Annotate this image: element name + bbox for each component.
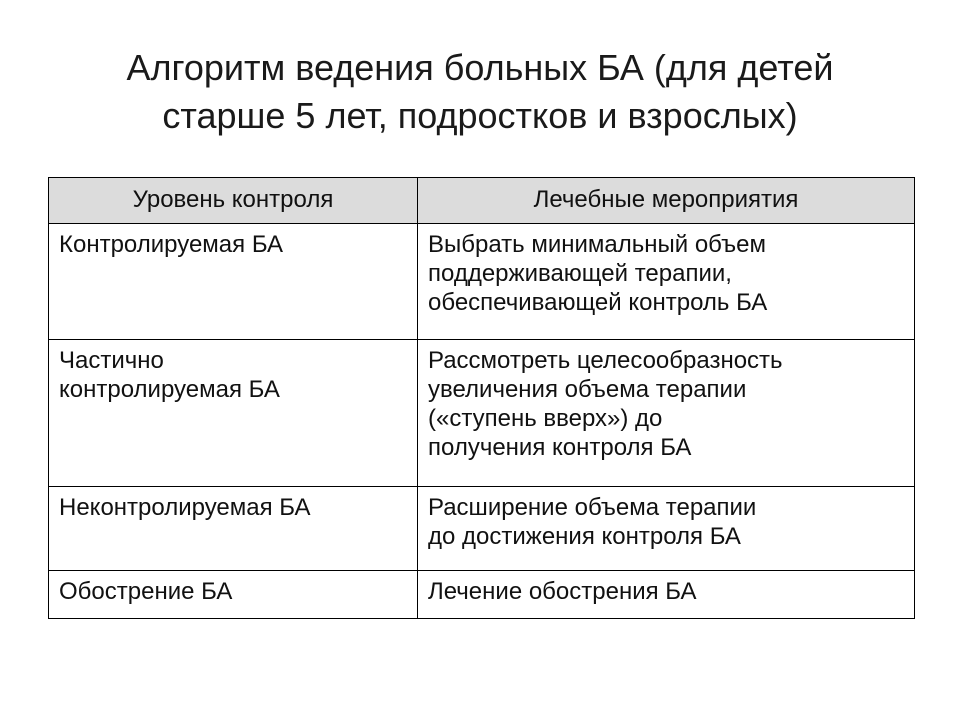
cell-control-level [49,487,418,571]
page-title-line-2: старше 5 лет, подростков и взрослых) [162,95,798,136]
cell-text: Расширение объема терапии [428,494,757,521]
header-control-level: Уровень контроля [49,178,418,224]
cell-text: обеспечивающей контроль БА [428,289,768,316]
cell-control-level [49,571,418,619]
header-treatment-actions: Лечебные мероприятия [418,178,915,224]
cell-text: Контролируемая БА [59,231,284,258]
cell-text: Выбрать минимальный объем [428,231,766,258]
table-row [49,224,915,340]
table-row [49,571,915,619]
table-header-row [49,178,915,224]
control-level-table [48,177,915,619]
table-row [49,340,915,487]
page-title-line-1: Алгоритм ведения больных БА (для детей [126,47,834,88]
page-title [40,44,920,140]
cell-text: Частично [59,347,164,374]
cell-treatment-action [418,487,915,571]
cell-treatment-action [418,571,915,619]
cell-control-level [49,340,418,487]
cell-text: получения контроля БА [428,434,692,461]
cell-text: поддерживающей терапии, [428,260,732,287]
cell-text: Неконтролируемая БА [59,494,311,521]
cell-text: Рассмотреть целесообразность [428,347,783,374]
cell-treatment-action [418,340,915,487]
cell-text: («ступень вверх») до [428,405,663,432]
cell-control-level [49,224,418,340]
cell-text: Лечение обострения БА [428,578,697,605]
cell-text: Обострение БА [59,578,233,605]
cell-text: контролируемая БА [59,376,280,403]
cell-treatment-action [418,224,915,340]
cell-text: до достижения контроля БА [428,523,741,550]
cell-text: увеличения объема терапии [428,376,747,403]
table-row [49,487,915,571]
